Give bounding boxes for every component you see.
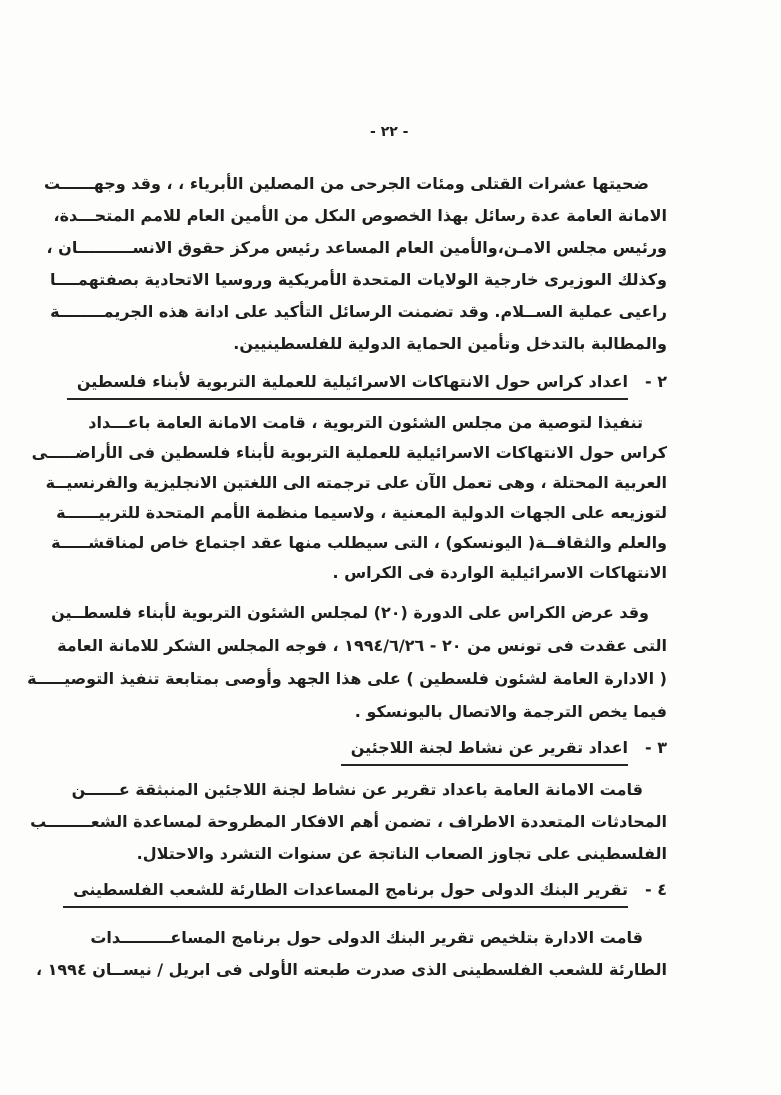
section-number: ٣ - <box>645 738 667 757</box>
section-3-paragraph-1 <box>30 774 667 870</box>
section-heading-4 <box>63 880 667 908</box>
text-line: الفلسطينى على تجاوز الصعاب الناتجة عن سنوات التشرد والاحتلال. <box>136 844 667 863</box>
section-2-paragraph-2 <box>27 596 667 728</box>
text-line: كراس حول الانتهاكات الاسرائيلية للعملية التربوية لأبناء فلسطين فى الأراضـــــى <box>31 443 667 462</box>
text-line: ضحيتها عشرات القتلى ومئات الجرحى من المصلين الأبرياء ، ، وقد وجهــــــت <box>43 174 649 193</box>
section-number: ٤ - <box>645 880 667 899</box>
text-line: التى عقدت فى تونس من ٢٠ - ١٩٩٤/٦/٢٦ ، فوجه المجلس الشكر للامانة العامة <box>57 636 667 655</box>
section-heading-2 <box>67 372 667 400</box>
text-line: تنفيذا لتوصية من مجلس الشئون التربوية ، قامت الامانة العامة باعـــداد <box>88 413 643 432</box>
text-line: الامانة العامة عدة رسائل بهذا الخصوص الىكل من الأمين العام للامم المتحـــدة، <box>53 206 667 225</box>
page-number: - ٢٢ - <box>370 124 409 140</box>
section-title: اعداد كراس حول الانتهاكات الاسرائيلية للعملية التربوية لأبناء فلسطين <box>67 372 628 400</box>
section-heading-3 <box>341 738 667 766</box>
text-line: وكذلك الىوزيرى خارجية الولايات المتحدة الأمريكية وروسيا الاتحادية بصفتهمــــا <box>49 270 667 289</box>
text-line: قامت الادارة بتلخيص تقرير البنك الدولى حول برنامج المساعـــــــــدات <box>90 928 643 947</box>
text-line: المحادثات المتعددة الاطراف ، تضمن أهم الافكار المطروحة لمساعدة الشعــــــــب <box>30 812 667 831</box>
section-4-paragraph-1 <box>35 922 667 986</box>
text-line: فيما يخص الترجمة والاتصال باليونسكو . <box>354 702 667 721</box>
text-line: لتوزيعه على الجهات الدولية المعنية ، ولاسيما منظمة الأمم المتحدة للتربيــــــة <box>56 503 667 522</box>
text-line: ( الادارة العامة لشئون فلسطين ) على هذا الجهد وأوصى بمتابعة تنفيذ التوصيـــــة <box>27 669 667 688</box>
text-line: وقد عرض الكراس على الدورة (٢٠) لمجلس الشئون التربوية لأبناء فلسطــين <box>51 603 649 622</box>
text-line: راعيى عملية الســلام. وقد تضمنت الرسائل التأكيد على ادانة هذه الجريمــــــــة <box>50 302 667 321</box>
text-line: ورئيس مجلس الامـن،والأمين العام المساعد رئيس مركز حقوق الانســــــــــان ، <box>46 238 667 257</box>
text-line: الانتهاكات الاسرائيلية الواردة فى الكراس . <box>332 563 667 582</box>
text-line: والمطالبة بالتدخل وتأمين الحماية الدولية للفلسطينيين. <box>233 334 667 353</box>
section-2-paragraph-1 <box>31 408 667 588</box>
text-line: والعلم والثقافــة( اليونسكو) ، التى سيطلب منها عقد اجتماع خاص لمناقشـــــة <box>51 533 667 552</box>
section-number: ٢ - <box>645 372 667 391</box>
text-line: العربية المحتلة ، وهى تعمل الآن على ترجمته الى اللغتين الانجليزية والفرنسيــة <box>45 473 667 492</box>
section-title: تقرير البنك الدولى حول برنامج المساعدات الطارئة للشعب الفلسطينى <box>63 880 628 908</box>
text-line: الطارئة للشعب الفلسطينى الذى صدرت طبعته الأولى فى ابريل / نيســان ١٩٩٤ ، <box>35 960 667 979</box>
section-title: اعداد تقرير عن نشاط لجنة اللاجئين <box>341 738 628 766</box>
text-line: قامت الامانة العامة باعداد تقرير عن نشاط لجنة اللاجئين المنبثقة عــــــن <box>71 780 643 799</box>
intro-paragraph <box>43 168 667 360</box>
